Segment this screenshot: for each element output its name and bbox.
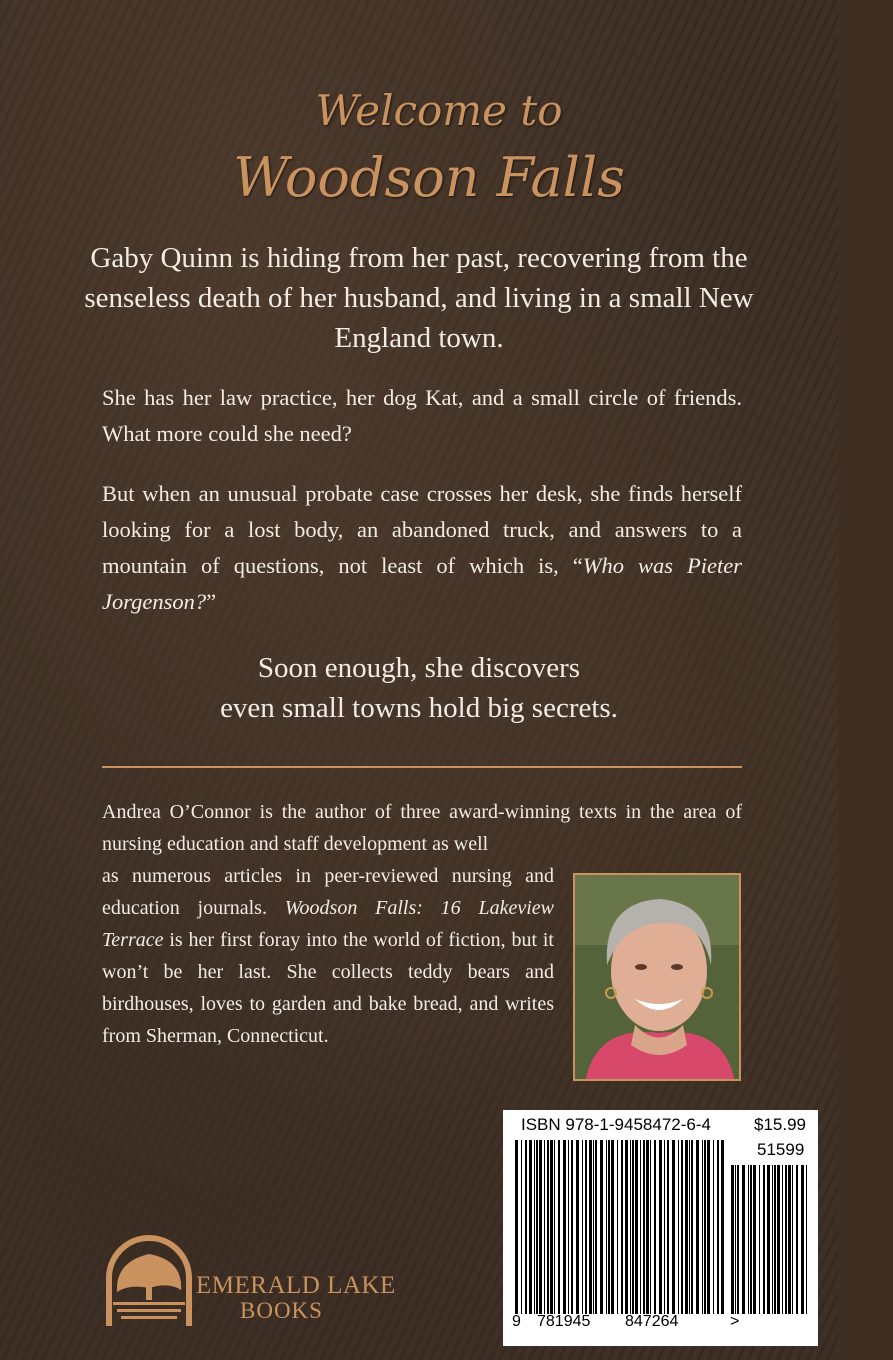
blurb-paragraph-2-lead: But when an unusual probate case crosses her desk, she finds herself looking for a lost body, an abandoned truck, and answers to a mountain of questions, not least of which is, “ <box>102 481 742 578</box>
price-label: $15.99 <box>754 1115 806 1134</box>
author-bio-end: is her first foray into the world of fiction, but it won’t be her last. She collects teddy bears and birdhouses, loves to garden and bake bread, and writes from Sherman, Connecticut. <box>102 929 554 1047</box>
barcode-digits-right: 847264 <box>625 1313 679 1330</box>
title-welcome: Welcome to <box>315 86 563 135</box>
book-title-reference: Woodson Falls: 16 Lakeview Terrace <box>102 897 554 951</box>
barcode-digit-end: > <box>730 1313 740 1330</box>
price-code-label: 51599 <box>757 1140 805 1159</box>
author-bio-lead: as numerous articles in peer-reviewed nursing and education journals. <box>102 865 554 919</box>
blurb-quote: Who was Pieter Jorgenson? <box>102 553 742 614</box>
publisher-tree-logo-icon <box>103 1232 195 1326</box>
barcode-digits-left: 781945 <box>537 1313 591 1330</box>
isbn-label: ISBN 978-1-9458472-6-4 <box>521 1115 711 1134</box>
closing-line-1: Soon enough, she discovers <box>257 652 581 684</box>
closing-line-2: even small towns hold big secrets. <box>220 692 618 724</box>
title-woodson-falls: Woodson Falls <box>233 146 625 209</box>
blurb-paragraph-2 <box>102 476 742 620</box>
barcode-digit-prefix: 9 <box>512 1313 521 1330</box>
section-divider <box>102 766 742 768</box>
intro-paragraph: Gaby Quinn is hiding from her past, recovering from the senseless death of her husband, and living in a small New England town. <box>84 242 754 354</box>
author-portrait-icon <box>575 875 741 1081</box>
publisher-name-line1: EMERALD LAKE <box>196 1272 396 1299</box>
closing-tagline <box>60 648 778 728</box>
spine-edge <box>838 0 893 1360</box>
author-bio-intro: Andrea O’Connor is the author of three award-winning texts in the area of nursing education and staff development as well <box>102 801 742 855</box>
blurb-paragraph-2-end: ” <box>206 589 217 614</box>
blurb-paragraph-1: She has her law practice, her dog Kat, and a small circle of friends. What more could she need? <box>102 385 742 446</box>
publisher-name-line2: BOOKS <box>240 1298 323 1323</box>
author-photo <box>573 873 741 1081</box>
author-bio-body <box>102 860 554 1052</box>
